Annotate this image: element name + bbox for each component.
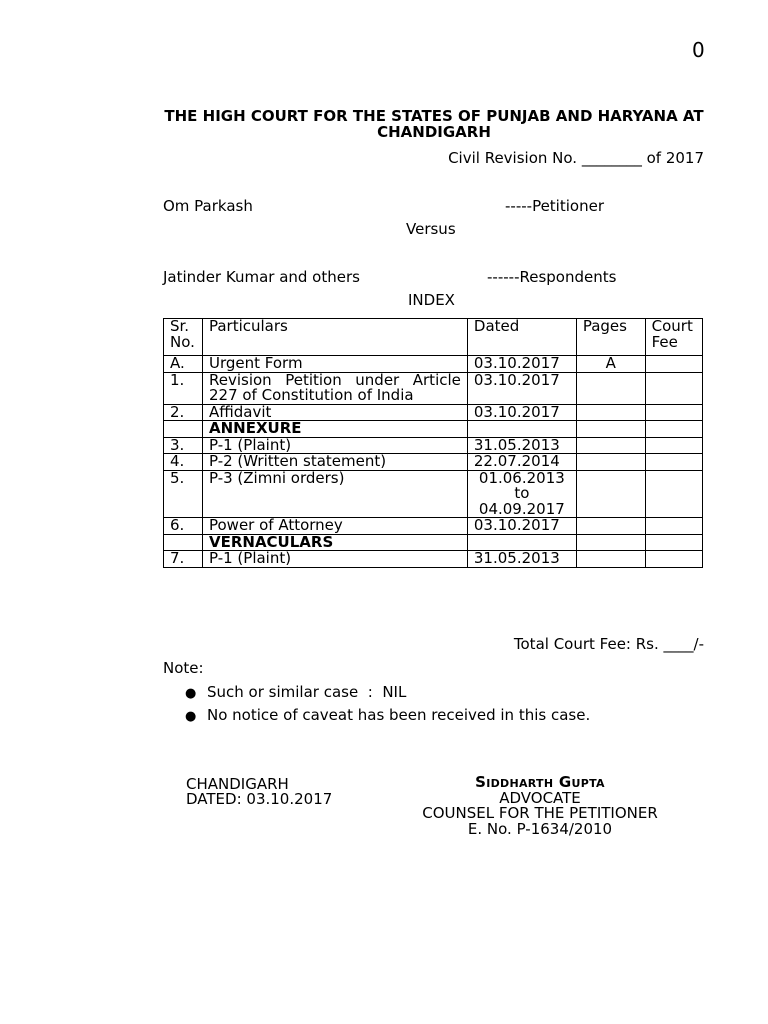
counsel-label: COUNSEL FOR THE PETITIONER <box>422 804 658 822</box>
cell-pages <box>576 470 645 518</box>
note-text: No notice of caveat has been received in this case. <box>207 706 591 724</box>
header-dated: Dated <box>467 319 576 356</box>
index-title: INDEX <box>408 291 455 309</box>
cell-sr: 7. <box>164 551 203 568</box>
cell-dated: 22.07.2014 <box>467 454 576 471</box>
table-row <box>164 356 703 373</box>
cell-dated: 03.10.2017 <box>467 404 576 421</box>
table-row <box>164 372 703 404</box>
cell-pages <box>576 437 645 454</box>
index-table <box>163 318 703 568</box>
total-court-fee: Total Court Fee: Rs. ____/- <box>513 635 704 653</box>
page-number: 0 <box>692 38 705 62</box>
cell-fee <box>645 551 702 568</box>
cell-particulars: Urgent Form <box>202 356 467 373</box>
cell-sr: 4. <box>164 454 203 471</box>
footer-date: DATED: 03.10.2017 <box>186 790 333 808</box>
advocate-name: Siddharth Gupta <box>475 773 605 791</box>
cell-fee <box>645 404 702 421</box>
cell-fee <box>645 421 702 438</box>
note-label: Note: <box>163 659 204 677</box>
cell-dated: 31.05.2013 <box>467 437 576 454</box>
cell-particulars: P-3 (Zimni orders) <box>202 470 467 518</box>
table-row <box>164 421 703 438</box>
cell-particulars: P-1 (Plaint) <box>202 551 467 568</box>
cell-particulars: P-1 (Plaint) <box>202 437 467 454</box>
cell-fee <box>645 534 702 551</box>
court-title: THE HIGH COURT FOR THE STATES OF PUNJAB AND HARYANA AT CHANDIGARH <box>164 107 704 141</box>
advocate-title: ADVOCATE <box>499 788 581 807</box>
cell-sr: 2. <box>164 404 203 421</box>
note-text: Such or similar case : NIL <box>207 683 407 701</box>
cell-sr: 1. <box>164 372 203 404</box>
cell-sr: 3. <box>164 437 203 454</box>
cell-particulars: P-2 (Written statement) <box>202 454 467 471</box>
cell-pages <box>576 551 645 568</box>
cell-dated: 03.10.2017 <box>467 356 576 373</box>
cell-pages <box>576 454 645 471</box>
cell-pages: A <box>576 356 645 373</box>
cell-fee <box>645 454 702 471</box>
cell-sr <box>164 421 203 438</box>
cell-fee <box>645 470 702 518</box>
signature-block <box>400 775 680 837</box>
header-pages: Pages <box>576 319 645 356</box>
table-row <box>164 454 703 471</box>
date-to-word: to <box>514 484 530 502</box>
cell-dated: 31.05.2013 <box>467 551 576 568</box>
respondent-role: ------Respondents <box>487 268 617 286</box>
cell-particulars: Power of Attorney <box>202 518 467 535</box>
cell-pages <box>576 534 645 551</box>
table-row <box>164 470 703 518</box>
cell-dated <box>467 421 576 438</box>
header-court-fee: Court Fee <box>645 319 702 356</box>
cell-fee <box>645 372 702 404</box>
cell-sr: 6. <box>164 518 203 535</box>
petitioner-role: -----Petitioner <box>505 197 604 215</box>
table-row <box>164 518 703 535</box>
enrollment-number: E. No. P-1634/2010 <box>467 819 613 838</box>
case-number: Civil Revision No. ________ of 2017 <box>448 149 704 167</box>
section-heading-annexure: ANNEXURE <box>202 421 467 438</box>
bullet-icon: ● <box>185 709 197 724</box>
cell-pages <box>576 518 645 535</box>
footer-place: CHANDIGARH <box>186 775 289 793</box>
respondent-name: Jatinder Kumar and others <box>163 268 360 286</box>
date-from: 01.06.2013 <box>478 468 565 487</box>
cell-dated: 03.10.2017 <box>467 372 576 404</box>
header-sr: Sr. No. <box>164 319 203 356</box>
cell-particulars: Affidavit <box>202 404 467 421</box>
section-heading-vernaculars: VERNACULARS <box>202 534 467 551</box>
note-item <box>185 706 590 724</box>
versus-label: Versus <box>406 220 456 238</box>
cell-fee <box>645 356 702 373</box>
note-item <box>185 683 406 701</box>
cell-fee <box>645 437 702 454</box>
cell-fee <box>645 518 702 535</box>
cell-dated: 03.10.2017 <box>467 518 576 535</box>
cell-sr: A. <box>164 356 203 373</box>
date-to: 04.09.2017 <box>478 499 565 518</box>
table-row <box>164 551 703 568</box>
cell-particulars: Revision Petition under Article 227 of Constitution of India <box>202 372 467 404</box>
header-particulars: Particulars <box>202 319 467 356</box>
cell-pages <box>576 404 645 421</box>
petitioner-name: Om Parkash <box>163 197 253 215</box>
cell-sr: 5. <box>164 470 203 518</box>
table-header-row <box>164 319 703 356</box>
bullet-icon: ● <box>185 686 197 701</box>
cell-pages <box>576 421 645 438</box>
cell-dated-range <box>467 470 576 518</box>
cell-pages <box>576 372 645 404</box>
